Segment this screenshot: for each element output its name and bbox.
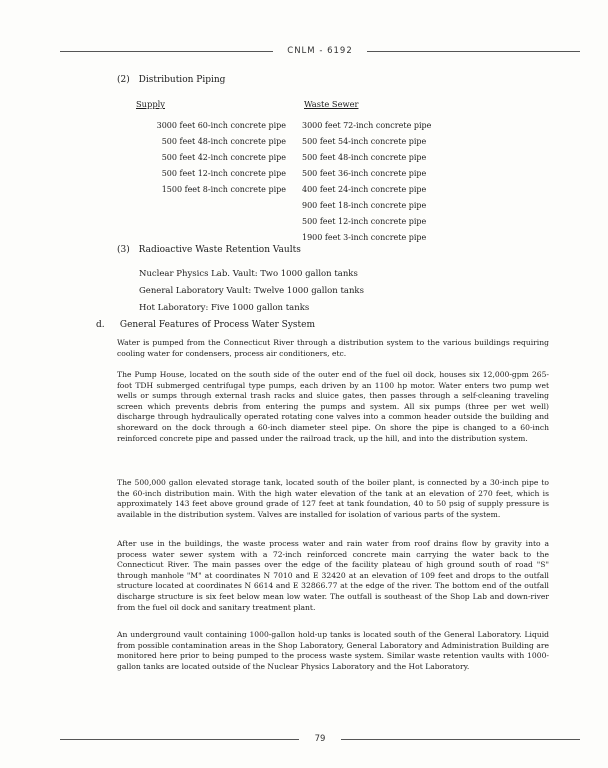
supply-item: 500 feet 48-inch concrete pipe <box>161 137 286 146</box>
waste-item: 500 feet 12-inch concrete pipe <box>302 217 427 226</box>
section-d-title: General Features of Process Water System <box>119 320 316 330</box>
section-3-title: Radioactive Waste Retention Vaults <box>138 245 301 255</box>
supply-list <box>134 118 286 198</box>
waste-item: 400 feet 24-inch concrete pipe <box>302 185 427 194</box>
paragraph: The 500,000 gallon elevated storage tank, located south of the boiler plant, is connected by a 30-inch pipe to the 60-inch distribution main. With the high water elevation of the tank at an elevation of 270 feet, which is approximately 143 feet above ground grade of 127 feet at tank foundation, 40 to 50 psig of supply pressure is available in the distribution system. Valves are installed for isolation of various parts of the system. <box>117 478 549 519</box>
waste-item: 3000 feet 72-inch concrete pipe <box>302 121 432 130</box>
vault-item: Hot Laboratory: Five 1000 gallon tanks <box>139 303 310 313</box>
section-2-title: Distribution Piping <box>138 75 226 85</box>
paragraph: Water is pumped from the Connecticut River through a distribution system to the various buildings requiring cooling water for condensers, process air conditioners, etc. <box>117 338 549 358</box>
vault-item: Nuclear Physics Lab. Vault: Two 1000 gallon tanks <box>139 269 358 279</box>
footer-rule-left <box>60 739 299 740</box>
paragraph: An underground vault containing 1000-gallon hold-up tanks is located south of the General Laboratory. Liquid from possible contamination areas in the Shop Laboratory, General Laboratory and Administration Building are monitored here prior to being pumped to the process waste system. Similar waste retention vaults with 1000-gallon tanks are located outside of the Nuclear Physics Laboratory and the Hot Laboratory. <box>117 630 549 671</box>
section-3-heading <box>117 245 301 255</box>
waste-item: 500 feet 54-inch concrete pipe <box>302 137 427 146</box>
waste-item: 900 feet 18-inch concrete pipe <box>302 201 427 210</box>
supply-item: 1500 feet 8-inch concrete pipe <box>161 185 286 194</box>
waste-sewer-list <box>302 118 431 246</box>
page-number: 79 <box>314 734 326 744</box>
vault-item: General Laboratory Vault: Twelve 1000 gallon tanks <box>139 286 364 296</box>
vault-list <box>139 266 364 317</box>
supply-item: 3000 feet 60-inch concrete pipe <box>156 121 286 130</box>
waste-sewer-heading: Waste Sewer <box>304 99 359 109</box>
waste-item: 500 feet 36-inch concrete pipe <box>302 169 427 178</box>
section-d-letter: d. <box>96 320 105 330</box>
supply-heading: Supply <box>136 99 165 109</box>
page-header <box>60 46 580 56</box>
section-2-number: (2) <box>117 75 130 85</box>
header-rule-right <box>367 51 580 52</box>
section-2-heading <box>117 75 225 85</box>
waste-item: 500 feet 48-inch concrete pipe <box>302 153 427 162</box>
waste-item: 1900 feet 3-inch concrete pipe <box>302 233 427 242</box>
page-footer <box>60 734 580 744</box>
supply-item: 500 feet 42-inch concrete pipe <box>161 153 286 162</box>
footer-rule-right <box>341 739 580 740</box>
document-code: CNLM - 6192 <box>287 46 353 56</box>
supply-item: 500 feet 12-inch concrete pipe <box>161 169 286 178</box>
header-rule-left <box>60 51 273 52</box>
section-d-heading <box>96 320 315 330</box>
paragraph: The Pump House, located on the south side of the outer end of the fuel oil dock, houses six 12,000-gpm 265-foot TDH submerged centrifugal type pumps, each driven by an 1100 hp motor. Water enters two pump wet wells or sumps through external trash racks and sluice gates, then passes through a self-cleaning traveling screen which prevents debris from entering the pumps and system. All six pumps (three per wet well) discharge through hydraulically operated rotating cone valves into a common header outside the building and shoreward on the dock through a 60-inch diameter steel pipe. On shore the pipe is changed to a 60-inch reinforced concrete pipe and passed under the railroad track, up the hill, and into the distribution system. <box>117 370 549 443</box>
paragraph: After use in the buildings, the waste process water and rain water from roof drains flow by gravity into a process water sewer system with a 72-inch reinforced concrete main carrying the water back to the Connecticut River. The main passes over the edge of the facility plateau of high ground south of road "S" through manhole "M" at coordinates N 7010 and E 32420 at an elevation of 109 feet and drops to the outfall structure located at coordinates N 6614 and E 32866.77 at the edge of the river. The bottom end of the outfall discharge structure is six feet below mean low water. The outfall is southeast of the Shop Lab and down-river from the fuel oil dock and sanitary treatment plant. <box>117 539 549 612</box>
section-3-number: (3) <box>117 245 130 255</box>
